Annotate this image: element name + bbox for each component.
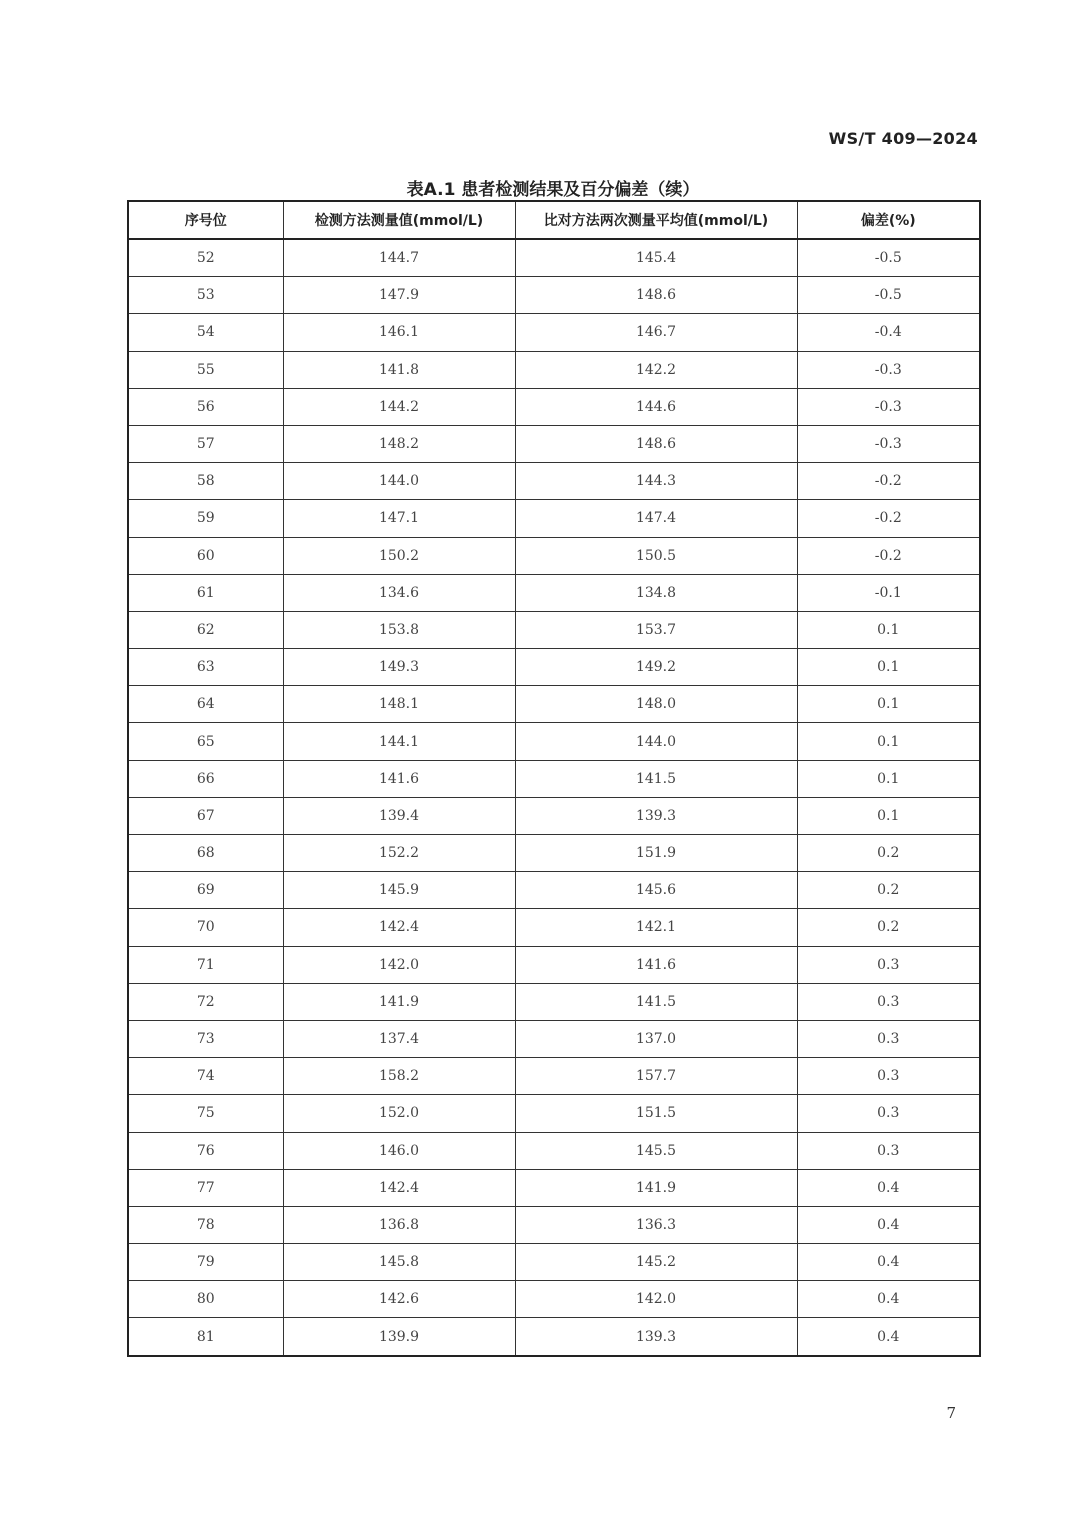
cell-comparison-mean: 144.0 [515,723,797,760]
cell-test-value: 148.2 [283,425,515,462]
cell-comparison-mean: 153.7 [515,611,797,648]
cell-sequence: 70 [128,909,283,946]
cell-comparison-mean: 144.6 [515,388,797,425]
table-row [128,946,980,983]
table-row [128,611,980,648]
cell-comparison-mean: 134.8 [515,574,797,611]
column-header-comparison-mean: 比对方法两次测量平均值(mmol/L) [515,201,797,239]
table-row [128,425,980,462]
cell-test-value: 146.0 [283,1132,515,1169]
table-row [128,388,980,425]
cell-bias: 0.4 [797,1318,980,1356]
cell-sequence: 56 [128,388,283,425]
cell-sequence: 65 [128,723,283,760]
cell-bias: 0.3 [797,1020,980,1057]
column-header-test-value: 检测方法测量值(mmol/L) [283,201,515,239]
cell-sequence: 57 [128,425,283,462]
cell-comparison-mean: 139.3 [515,797,797,834]
cell-sequence: 58 [128,463,283,500]
cell-test-value: 134.6 [283,574,515,611]
cell-bias: 0.3 [797,1095,980,1132]
cell-comparison-mean: 148.6 [515,277,797,314]
cell-bias: 0.1 [797,611,980,648]
table-row [128,537,980,574]
table-row [128,500,980,537]
cell-bias: -0.3 [797,388,980,425]
table-row [128,797,980,834]
cell-sequence: 76 [128,1132,283,1169]
cell-comparison-mean: 142.1 [515,909,797,946]
cell-bias: -0.5 [797,277,980,314]
table-row [128,909,980,946]
cell-comparison-mean: 149.2 [515,649,797,686]
cell-test-value: 146.1 [283,314,515,351]
cell-sequence: 81 [128,1318,283,1356]
cell-test-value: 139.4 [283,797,515,834]
cell-bias: -0.4 [797,314,980,351]
cell-comparison-mean: 145.5 [515,1132,797,1169]
cell-sequence: 77 [128,1169,283,1206]
cell-bias: 0.1 [797,723,980,760]
cell-test-value: 142.0 [283,946,515,983]
cell-bias: -0.2 [797,537,980,574]
cell-test-value: 144.0 [283,463,515,500]
column-header-sequence: 序号位 [128,201,283,239]
cell-comparison-mean: 141.6 [515,946,797,983]
table-row [128,872,980,909]
cell-bias: -0.3 [797,425,980,462]
cell-sequence: 80 [128,1281,283,1318]
table-row [128,723,980,760]
cell-test-value: 144.1 [283,723,515,760]
cell-test-value: 158.2 [283,1058,515,1095]
results-table [127,200,981,1357]
cell-bias: 0.1 [797,686,980,723]
cell-bias: 0.3 [797,1058,980,1095]
cell-test-value: 153.8 [283,611,515,648]
cell-test-value: 147.9 [283,277,515,314]
table-row [128,239,980,277]
cell-sequence: 60 [128,537,283,574]
table-row [128,1318,980,1356]
cell-bias: -0.2 [797,500,980,537]
table-row [128,351,980,388]
page-number: 7 [946,1404,956,1422]
table-row [128,1281,980,1318]
cell-test-value: 139.9 [283,1318,515,1356]
cell-bias: 0.3 [797,983,980,1020]
cell-bias: -0.1 [797,574,980,611]
cell-sequence: 75 [128,1095,283,1132]
cell-comparison-mean: 148.6 [515,425,797,462]
cell-sequence: 62 [128,611,283,648]
table-row [128,760,980,797]
cell-test-value: 144.7 [283,239,515,277]
cell-test-value: 152.2 [283,835,515,872]
cell-bias: 0.1 [797,760,980,797]
table-row [128,574,980,611]
table-row [128,835,980,872]
table-row [128,649,980,686]
cell-test-value: 152.0 [283,1095,515,1132]
cell-comparison-mean: 145.2 [515,1244,797,1281]
cell-sequence: 72 [128,983,283,1020]
cell-sequence: 69 [128,872,283,909]
cell-comparison-mean: 147.4 [515,500,797,537]
cell-sequence: 67 [128,797,283,834]
cell-test-value: 142.4 [283,909,515,946]
cell-sequence: 74 [128,1058,283,1095]
cell-sequence: 52 [128,239,283,277]
cell-comparison-mean: 145.4 [515,239,797,277]
table-header-row [128,201,980,239]
cell-comparison-mean: 141.9 [515,1169,797,1206]
cell-bias: 0.2 [797,909,980,946]
cell-sequence: 59 [128,500,283,537]
cell-sequence: 68 [128,835,283,872]
cell-comparison-mean: 157.7 [515,1058,797,1095]
cell-bias: 0.3 [797,1132,980,1169]
cell-comparison-mean: 141.5 [515,760,797,797]
table-row [128,1244,980,1281]
table-row [128,463,980,500]
cell-bias: 0.4 [797,1169,980,1206]
cell-sequence: 54 [128,314,283,351]
cell-sequence: 73 [128,1020,283,1057]
column-header-bias: 偏差(%) [797,201,980,239]
cell-comparison-mean: 141.5 [515,983,797,1020]
cell-test-value: 149.3 [283,649,515,686]
cell-test-value: 141.8 [283,351,515,388]
cell-bias: -0.5 [797,239,980,277]
table-row [128,314,980,351]
cell-comparison-mean: 150.5 [515,537,797,574]
cell-comparison-mean: 151.9 [515,835,797,872]
cell-test-value: 148.1 [283,686,515,723]
table-row [128,1058,980,1095]
cell-comparison-mean: 151.5 [515,1095,797,1132]
cell-comparison-mean: 142.0 [515,1281,797,1318]
table-row [128,277,980,314]
table-title: 表A.1 患者检测结果及百分偏差（续） [406,180,700,200]
table-row [128,1169,980,1206]
cell-sequence: 53 [128,277,283,314]
cell-test-value: 142.4 [283,1169,515,1206]
cell-sequence: 78 [128,1206,283,1243]
table-row [128,1132,980,1169]
table-row [128,983,980,1020]
cell-test-value: 145.9 [283,872,515,909]
cell-comparison-mean: 137.0 [515,1020,797,1057]
cell-test-value: 142.6 [283,1281,515,1318]
cell-sequence: 71 [128,946,283,983]
cell-comparison-mean: 139.3 [515,1318,797,1356]
cell-test-value: 144.2 [283,388,515,425]
cell-sequence: 66 [128,760,283,797]
cell-bias: 0.2 [797,872,980,909]
cell-bias: -0.3 [797,351,980,388]
cell-test-value: 141.6 [283,760,515,797]
table-body [128,239,980,1356]
cell-test-value: 145.8 [283,1244,515,1281]
cell-test-value: 137.4 [283,1020,515,1057]
cell-comparison-mean: 146.7 [515,314,797,351]
cell-bias: 0.1 [797,649,980,686]
cell-sequence: 64 [128,686,283,723]
cell-bias: 0.2 [797,835,980,872]
cell-bias: 0.4 [797,1244,980,1281]
cell-test-value: 150.2 [283,537,515,574]
cell-comparison-mean: 148.0 [515,686,797,723]
table-row [128,1206,980,1243]
cell-test-value: 141.9 [283,983,515,1020]
cell-sequence: 79 [128,1244,283,1281]
cell-test-value: 136.8 [283,1206,515,1243]
cell-sequence: 55 [128,351,283,388]
cell-comparison-mean: 145.6 [515,872,797,909]
table-row [128,1020,980,1057]
cell-comparison-mean: 136.3 [515,1206,797,1243]
cell-bias: 0.3 [797,946,980,983]
cell-bias: 0.1 [797,797,980,834]
table-row [128,1095,980,1132]
cell-sequence: 63 [128,649,283,686]
cell-sequence: 61 [128,574,283,611]
cell-bias: 0.4 [797,1281,980,1318]
document-code: WS/T 409—2024 [828,129,978,148]
cell-test-value: 147.1 [283,500,515,537]
table-row [128,686,980,723]
cell-comparison-mean: 144.3 [515,463,797,500]
cell-bias: -0.2 [797,463,980,500]
cell-bias: 0.4 [797,1206,980,1243]
cell-comparison-mean: 142.2 [515,351,797,388]
